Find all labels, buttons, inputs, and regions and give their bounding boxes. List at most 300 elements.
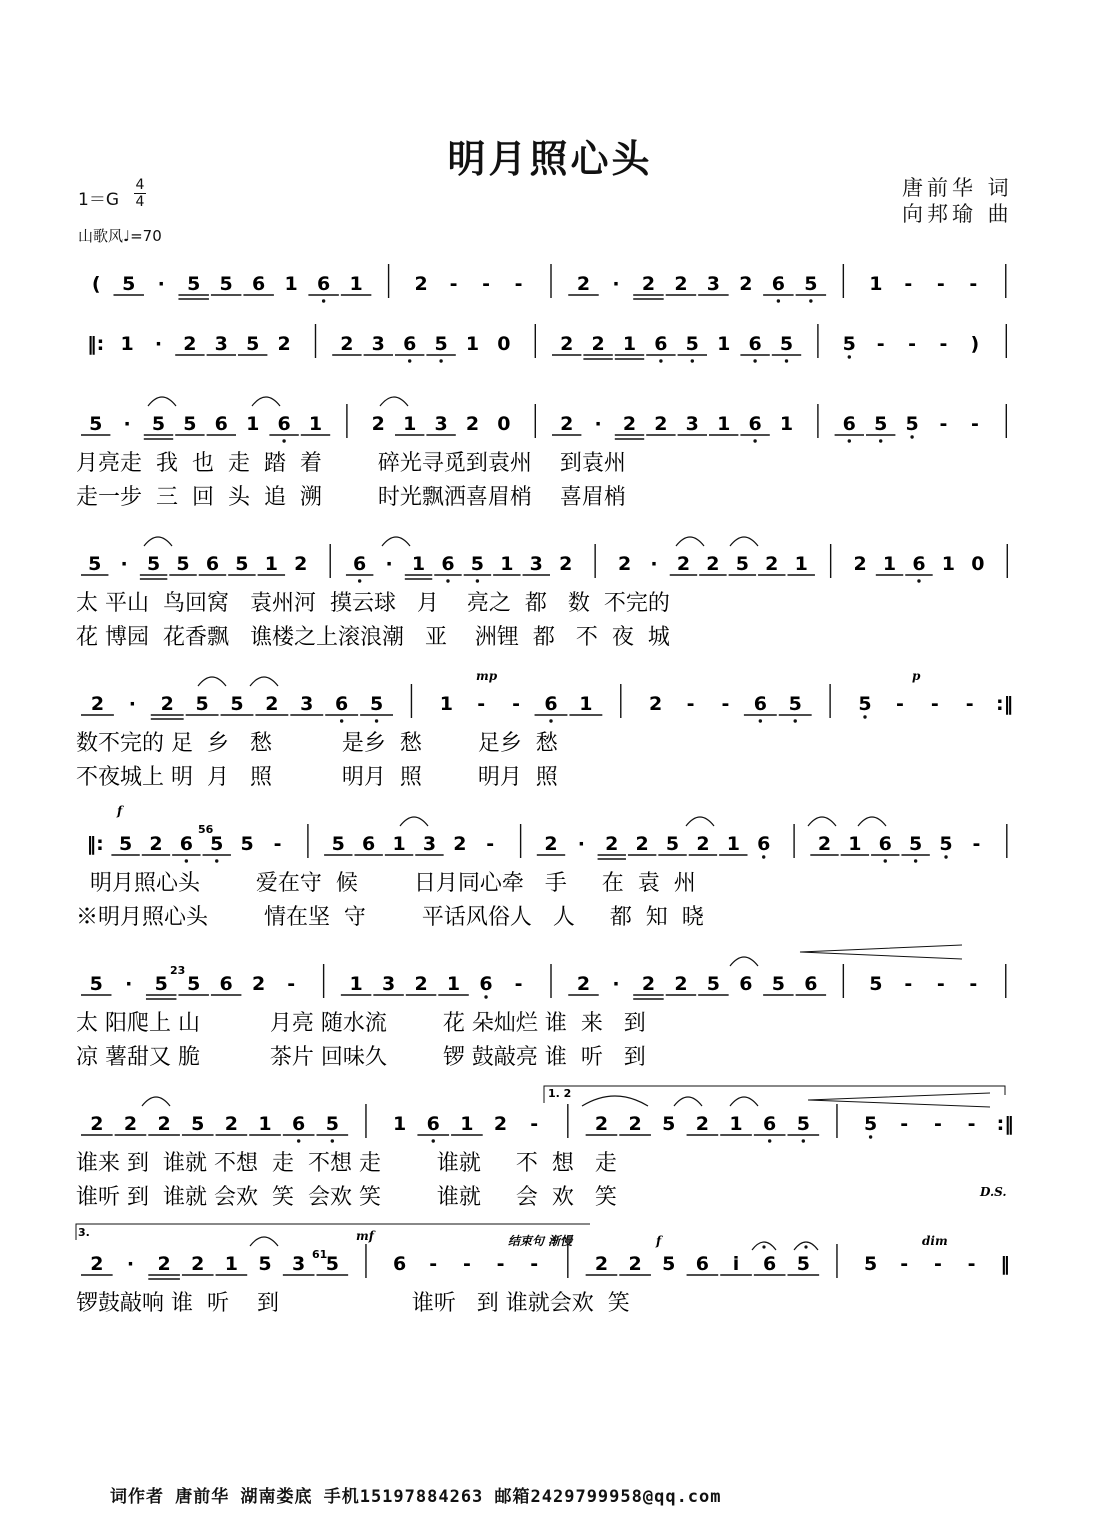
- note: 5: [151, 413, 166, 435]
- time-top: 4: [135, 177, 145, 193]
- note: 3: [300, 693, 314, 715]
- dash-extension: -: [462, 1253, 471, 1275]
- octave-dot: [358, 579, 361, 582]
- dash-extension: -: [900, 1113, 909, 1135]
- note: 2: [157, 1253, 171, 1275]
- note: 1: [848, 833, 862, 855]
- octave-dot: [322, 299, 325, 302]
- note: 5: [905, 413, 919, 435]
- note: ·: [123, 413, 131, 435]
- system-4: [76, 544, 1007, 650]
- note: 5: [909, 833, 923, 855]
- note: 2: [371, 413, 385, 435]
- note: 5: [88, 553, 102, 575]
- note: 5: [771, 973, 785, 995]
- dash-extension: -: [530, 1253, 539, 1275]
- dash-extension: -: [970, 413, 979, 435]
- note: 2: [559, 553, 573, 575]
- lyric-line: 明月照心头 爱在守 候 日月同心牵 手 在 袁 州: [76, 871, 696, 896]
- note: 6: [317, 273, 331, 295]
- note: 5: [685, 333, 699, 355]
- note: ·: [650, 553, 658, 575]
- note: 5: [154, 973, 168, 995]
- note: 2: [628, 1113, 642, 1135]
- note: 6: [748, 413, 762, 435]
- note: 1: [465, 333, 480, 355]
- note: 6: [878, 833, 892, 855]
- note: 1: [264, 553, 278, 575]
- note: 1: [120, 333, 134, 355]
- note: 5: [735, 553, 749, 575]
- note: 3: [529, 553, 543, 575]
- system-3: [76, 404, 1006, 510]
- note: 1: [717, 333, 731, 355]
- dash-extension: -: [895, 693, 904, 715]
- lyric-line: 月亮走 我 也 走 踏 着 碎光寻觅到袁州 到袁州: [76, 451, 626, 476]
- note: 2: [123, 1113, 138, 1135]
- note: 2: [765, 553, 779, 575]
- time-bottom: 4: [135, 194, 145, 210]
- dash-extension: -: [477, 693, 486, 715]
- note: 5: [863, 1113, 878, 1135]
- note: 2: [739, 273, 753, 295]
- dash-extension: -: [287, 973, 296, 995]
- note: 2: [695, 1113, 710, 1135]
- note: 5: [122, 273, 136, 295]
- dash-extension: -: [530, 1113, 539, 1135]
- volta-3-label: 3.: [78, 1226, 90, 1239]
- note: 5: [369, 693, 384, 715]
- composer-credit: 向邦瑜 曲: [902, 202, 1013, 226]
- note: 6: [763, 1253, 777, 1275]
- note: 1: [284, 273, 298, 295]
- note: 2: [560, 333, 574, 355]
- note: ·: [157, 273, 165, 295]
- note: i: [732, 1253, 740, 1275]
- note: 5: [706, 973, 721, 995]
- lyric-line: 太 阳爬上 山 月亮 随水流 花 朵灿烂 谁 来 到: [76, 1011, 646, 1036]
- footer-contact: 词作者 唐前华 湖南娄底 手机15197884263 邮箱2429799958@qq.com: [110, 1487, 722, 1507]
- lyric-line: 走一步 三 回 头 追 溯 时光飘洒喜眉梢 喜眉梢: [76, 485, 626, 510]
- note: 2: [696, 833, 710, 855]
- note: 2: [676, 553, 691, 575]
- note: 1: [717, 413, 731, 435]
- note: 2: [674, 973, 688, 995]
- octave-dot: [848, 439, 851, 442]
- note: 3: [292, 1253, 306, 1275]
- note: 5: [325, 1113, 339, 1135]
- note: 5: [331, 833, 345, 855]
- octave-dot: [375, 719, 378, 722]
- system-2: [87, 324, 1006, 363]
- note: 2: [453, 833, 467, 855]
- octave-dot: [331, 1139, 334, 1142]
- note: 5: [470, 553, 485, 575]
- note: ·: [154, 333, 163, 355]
- note: 5: [863, 1253, 878, 1275]
- system-7: [76, 964, 1006, 1070]
- grace-note-56: 56: [198, 823, 214, 836]
- octave-dot: [432, 1139, 435, 1142]
- dash-extension: -: [900, 1253, 909, 1275]
- note: 5: [219, 273, 233, 295]
- note: 6: [252, 273, 266, 295]
- barline: ‖:: [86, 833, 104, 855]
- note: 6: [362, 833, 376, 855]
- octave-dot: [476, 579, 479, 582]
- note: 1: [439, 693, 453, 715]
- note: 3: [706, 273, 721, 295]
- note: 2: [90, 1113, 104, 1135]
- lyric-line: 数不完的 足 乡 愁 是乡 愁 足乡 愁: [76, 731, 558, 756]
- note: 1: [246, 413, 260, 435]
- note: 2: [576, 973, 591, 995]
- note: ·: [612, 973, 620, 995]
- dash-extension: -: [686, 693, 695, 715]
- lyric-line: 不夜城上 明 月 照 明月 照 明月 照: [76, 765, 558, 790]
- lyric-line: 花 博园 花香飘 谯楼之上滚浪潮 亚 洲锂 都 不 夜 城: [76, 625, 670, 650]
- note: 6: [353, 553, 367, 575]
- note: 1: [349, 973, 363, 995]
- lyric-line: 谁来 到 谁就 不想 走 不想 走 谁就 不 想 走: [76, 1151, 617, 1176]
- note: 5: [195, 693, 209, 715]
- quarter-note-icon: ♩: [123, 227, 131, 245]
- note: 6: [335, 693, 349, 715]
- dash-extension: -: [965, 693, 974, 715]
- note: 5: [842, 333, 856, 355]
- note: ·: [126, 1253, 135, 1275]
- dash-extension: -: [514, 273, 523, 295]
- octave-dot: [185, 859, 188, 862]
- note: 5: [187, 973, 201, 995]
- note: 2: [617, 553, 632, 575]
- octave-dot: [785, 359, 788, 362]
- note: 6: [654, 333, 668, 355]
- system-8: [76, 1104, 1014, 1210]
- note: 1: [392, 833, 406, 855]
- note: 6: [748, 333, 762, 355]
- dynamic-mp: mp: [476, 669, 498, 683]
- note: 5: [804, 273, 818, 295]
- note: 5: [874, 413, 888, 435]
- octave-dot: [659, 359, 662, 362]
- note: 0: [497, 413, 511, 435]
- note: 5: [796, 1113, 810, 1135]
- note: 5: [89, 413, 103, 435]
- note: 5: [118, 833, 133, 855]
- note: 2: [224, 1113, 239, 1135]
- dal-segno: D.S.: [980, 1185, 1007, 1199]
- system-1: [92, 264, 1006, 303]
- barline: :‖: [996, 693, 1014, 715]
- note: 6: [392, 1253, 407, 1275]
- octave-dot: [809, 299, 812, 302]
- note: 2: [641, 273, 656, 295]
- note: 2: [294, 553, 308, 575]
- note: 2: [414, 973, 428, 995]
- octave-dot: [484, 995, 487, 998]
- note: 6: [695, 1253, 710, 1275]
- note: 1: [349, 273, 363, 295]
- note: 5: [665, 833, 680, 855]
- note: 2: [853, 553, 867, 575]
- octave-dot: [753, 359, 756, 362]
- dash-extension: -: [939, 413, 948, 435]
- dash-extension: -: [936, 973, 945, 995]
- note: 3: [371, 333, 385, 355]
- volta-1-2-label: 1. 2: [548, 1087, 572, 1100]
- octave-dot: [215, 859, 218, 862]
- dynamic-f: f: [117, 804, 123, 818]
- note: 2: [90, 1253, 104, 1275]
- dash-extension: -: [936, 273, 945, 295]
- octave-dot: [549, 719, 552, 722]
- grace-note-61: 61: [312, 1248, 328, 1261]
- note: 2: [622, 413, 637, 435]
- note: 1: [941, 553, 956, 575]
- note: 0: [497, 333, 511, 355]
- lyric-line: 锣鼓敲响 谁 听 到 谁听 到 谁就会欢 笑: [76, 1291, 630, 1316]
- note: 2: [654, 413, 668, 435]
- note: 2: [191, 1253, 205, 1275]
- note: 2: [90, 693, 105, 715]
- note: 1: [622, 333, 637, 355]
- note: 1: [446, 973, 461, 995]
- note: ·: [577, 833, 585, 855]
- octave-dot: [282, 439, 285, 442]
- note: 1: [460, 1113, 474, 1135]
- note: 2: [544, 833, 558, 855]
- octave-dot: [884, 859, 887, 862]
- note: 2: [591, 333, 605, 355]
- note: 1: [729, 1113, 743, 1135]
- note: 2: [252, 973, 266, 995]
- octave-dot: [910, 435, 913, 438]
- note: 2: [560, 413, 574, 435]
- lyricist-credit: 唐前华 词: [902, 176, 1013, 200]
- note: 2: [817, 833, 832, 855]
- dash-extension: -: [512, 693, 521, 715]
- octave-dot: [794, 719, 797, 722]
- note: 6: [763, 1113, 777, 1135]
- octave-dot: [802, 1139, 805, 1142]
- note: 2: [594, 1253, 609, 1275]
- lyric-line: ※明月照心头 情在坚 守 平话风俗人 人 都 知 晓: [76, 905, 704, 930]
- note: ·: [612, 273, 620, 295]
- note: 5: [258, 1253, 272, 1275]
- octave-dot: [762, 855, 765, 858]
- note: 1: [411, 553, 426, 575]
- note: 5: [230, 693, 244, 715]
- lyric-line: 太 平山 鸟回窝 袁州河 摸云球 月 亮之 都 数 不完的: [76, 591, 670, 616]
- octave-dot: [768, 1139, 771, 1142]
- note: ·: [120, 553, 128, 575]
- note: 6: [441, 553, 455, 575]
- octave-dot: [691, 359, 694, 362]
- note: 6: [426, 1113, 440, 1135]
- octave-dot: [944, 855, 947, 858]
- octave-dot: [297, 1139, 300, 1142]
- dash-extension: -: [969, 973, 978, 995]
- note: 1: [258, 1113, 272, 1135]
- note: 6: [214, 413, 228, 435]
- note: 1: [308, 413, 323, 435]
- dash-extension: -: [273, 833, 282, 855]
- note: 6: [912, 553, 926, 575]
- note: 2: [674, 273, 688, 295]
- note: 2: [149, 833, 163, 855]
- note: ): [970, 333, 980, 355]
- octave-dot: [879, 439, 882, 442]
- dash-extension: -: [908, 333, 917, 355]
- note: 1: [579, 693, 593, 715]
- lyric-line: 凉 薯甜又 脆 茶片 回味久 锣 鼓敲亮 谁 听 到: [76, 1045, 646, 1070]
- barline: :‖: [996, 1113, 1014, 1135]
- note: 6: [804, 973, 818, 995]
- note: 5: [235, 553, 249, 575]
- note: 2: [649, 693, 663, 715]
- system-5: [76, 684, 1013, 790]
- note: 2: [340, 333, 354, 355]
- volta-1-2-bracket: [544, 1086, 1005, 1103]
- octave-dot: [914, 859, 917, 862]
- ritardando-text: 结束句 渐慢: [508, 1234, 573, 1248]
- octave-dot: [759, 719, 762, 722]
- note: 2: [706, 553, 720, 575]
- tempo-value: =70: [130, 227, 162, 245]
- note: 6: [219, 973, 233, 995]
- dash-extension: -: [449, 273, 458, 295]
- barline: ‖:: [87, 333, 105, 355]
- dash-extension: -: [486, 833, 495, 855]
- octave-dot: [869, 1135, 872, 1138]
- dash-extension: -: [967, 1113, 976, 1135]
- note: 5: [191, 1113, 205, 1135]
- dynamic-f-coda: f: [656, 1234, 662, 1248]
- dash-extension: -: [904, 973, 913, 995]
- note: 1: [403, 413, 417, 435]
- note: 2: [414, 273, 428, 295]
- note: 1: [779, 413, 794, 435]
- octave-dot: [408, 359, 411, 362]
- octave-dot: [917, 579, 920, 582]
- octave-dot: [848, 355, 851, 358]
- note: 2: [265, 693, 279, 715]
- dash-extension: -: [904, 273, 913, 295]
- fermata-dot: [762, 1245, 765, 1248]
- lyric-line: 谁听 到 谁就 会欢 笑 会欢 笑 谁就 会 欢 笑: [76, 1185, 617, 1210]
- dash-extension: -: [939, 333, 948, 355]
- note: 2: [493, 1113, 508, 1135]
- note: 1: [392, 1113, 407, 1135]
- note: 2: [576, 273, 591, 295]
- dash-extension: -: [930, 693, 939, 715]
- crescendo-hairpin: [800, 945, 962, 959]
- note: 2: [628, 1253, 642, 1275]
- octave-dot: [446, 579, 449, 582]
- note: 5: [858, 693, 872, 715]
- note: ·: [385, 553, 393, 575]
- note: (: [91, 273, 101, 295]
- note: 2: [635, 833, 649, 855]
- note: 6: [292, 1113, 306, 1135]
- dash-extension: -: [967, 1253, 976, 1275]
- note: 0: [971, 553, 985, 575]
- note: 5: [183, 413, 197, 435]
- note: 6: [403, 333, 417, 355]
- note: 2: [183, 333, 197, 355]
- note: 2: [160, 693, 174, 715]
- note: 5: [146, 553, 161, 575]
- system-6: [76, 824, 1007, 930]
- octave-dot: [340, 719, 343, 722]
- decrescendo-hairpin: [808, 1093, 990, 1107]
- note: 2: [594, 1113, 609, 1135]
- note: 3: [422, 833, 437, 855]
- grace-note-23: 23: [170, 964, 186, 977]
- note: 6: [753, 693, 767, 715]
- tempo-style: 山歌风: [78, 227, 124, 245]
- note: 5: [662, 1253, 676, 1275]
- note: 5: [240, 833, 254, 855]
- note: 5: [210, 833, 224, 855]
- note: 5: [939, 833, 953, 855]
- note: 1: [882, 553, 897, 575]
- fermata-dot: [804, 1245, 807, 1248]
- note: 3: [434, 413, 448, 435]
- system-9: [76, 1244, 1010, 1316]
- dash-extension: -: [969, 273, 978, 295]
- note: 5: [187, 273, 201, 295]
- dynamic-dim: dim: [922, 1234, 948, 1248]
- note: 3: [381, 973, 396, 995]
- dash-extension: -: [496, 1253, 505, 1275]
- octave-dot: [863, 715, 866, 718]
- note: 6: [757, 833, 771, 855]
- dynamic-mf: mf: [356, 1229, 374, 1243]
- note: 2: [465, 413, 480, 435]
- note: 2: [605, 833, 619, 855]
- note: 5: [176, 553, 190, 575]
- key-signature: 1＝G: [78, 190, 119, 210]
- note: 5: [89, 973, 103, 995]
- dash-extension: -: [933, 1253, 942, 1275]
- note: 5: [788, 693, 802, 715]
- page-title: 明月照心头: [447, 136, 653, 181]
- note: ·: [128, 693, 136, 715]
- dynamic-p: p: [912, 669, 921, 683]
- dash-extension: -: [933, 1113, 942, 1135]
- note: 5: [325, 1253, 339, 1275]
- octave-dot: [753, 439, 756, 442]
- note: 1: [500, 553, 514, 575]
- note: 5: [869, 973, 883, 995]
- octave-dot: [777, 299, 780, 302]
- dash-extension: -: [514, 973, 523, 995]
- note: 6: [771, 273, 785, 295]
- note: 2: [641, 973, 656, 995]
- notation-systems: [76, 264, 1014, 1316]
- note: 5: [796, 1253, 810, 1275]
- note: 6: [544, 693, 558, 715]
- note: 2: [277, 333, 291, 355]
- note: 6: [277, 413, 291, 435]
- note: 3: [214, 333, 228, 355]
- dash-extension: -: [876, 333, 885, 355]
- note: 3: [685, 413, 699, 435]
- note: 1: [224, 1253, 239, 1275]
- dash-extension: -: [429, 1253, 438, 1275]
